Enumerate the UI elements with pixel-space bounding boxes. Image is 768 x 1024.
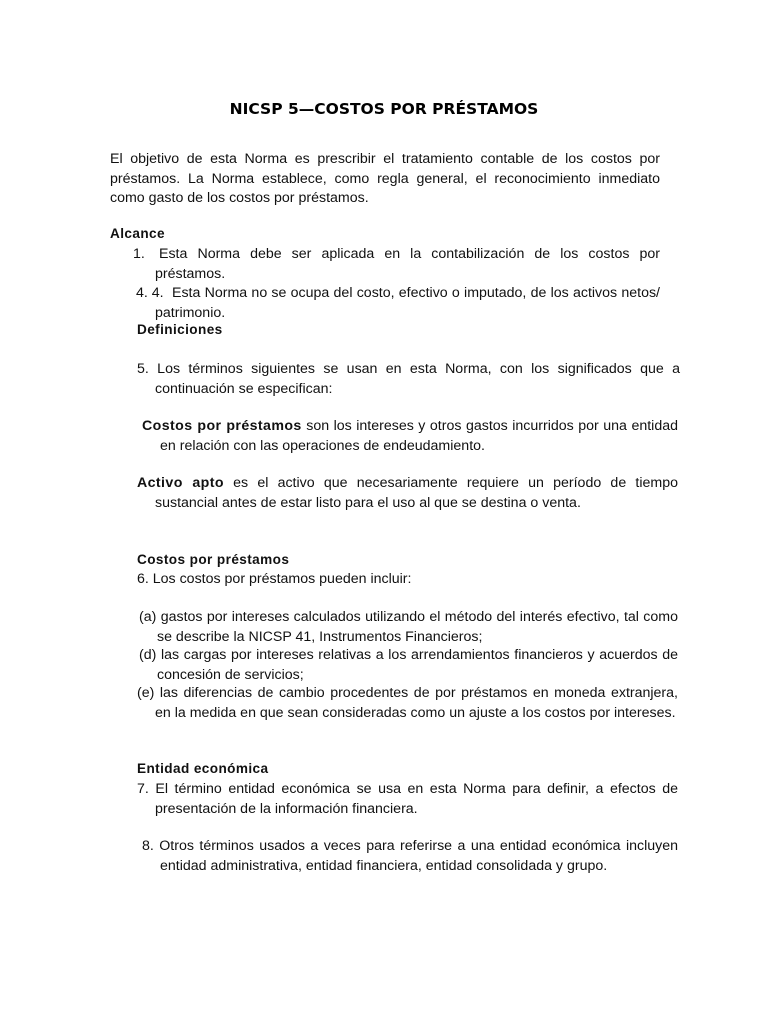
paragraph-8: 8. Otros términos usados a veces para referirse a una entidad económica incluyen entidad administrativa, entidad financiera, entidad consolidada y grupo. [142, 838, 678, 874]
alcance-item-1-text: Esta Norma debe ser aplicada en la contabilización de los costos por préstamos. [155, 246, 660, 282]
costos-heading: Costos por préstamos [137, 552, 290, 567]
costos-item-a: (a) gastos por intereses calculados utilizando el método del interés efectivo, tal como se describe la NICSP 41, Instrumentos Financieros; [139, 609, 678, 645]
definition-activo-apto [137, 474, 678, 513]
definition-activo-text: es el activo que necesariamente requiere un período de tiempo sustancial antes de estar listo para el uso al que se destina o venta. [155, 475, 679, 511]
costos-item-d: (d) las cargas por intereses relativas a los arrendamientos financieros y acuerdos de concesión de servicios; [139, 647, 678, 683]
definition-costos [142, 417, 678, 456]
alcance-item-2-number: 4. 4. [136, 285, 164, 301]
page-title: NICSP 5—COSTOS POR PRÉSTAMOS [229, 100, 539, 118]
paragraph-5: 5. Los términos siguientes se usan en esta Norma, con los significados que a continuación se especifican: [137, 361, 680, 397]
alcance-item-1-number: 1. [133, 246, 145, 262]
alcance-item-2-text: Esta Norma no se ocupa del costo, efectivo o imputado, de los activos netos/ patrimonio. [155, 285, 660, 321]
paragraph-6: 6. Los costos por préstamos pueden incluir: [137, 571, 412, 587]
intro-paragraph: El objetivo de esta Norma es prescribir el tratamiento contable de los costos por préstamos. La Norma establece, como regla general, el reconocimiento inmediato como gasto de los costos por préstamos. [110, 151, 660, 206]
definiciones-heading: Definiciones [137, 322, 223, 337]
definition-activo-term: Activo apto [137, 475, 224, 491]
entidad-heading: Entidad económica [137, 761, 269, 776]
definition-costos-text: son los intereses y otros gastos incurridos por una entidad en relación con las operaciones de endeudamiento. [160, 418, 678, 454]
definition-costos-term: Costos por préstamos [142, 418, 302, 434]
alcance-heading: Alcance [110, 226, 165, 241]
paragraph-7: 7. El término entidad económica se usa en esta Norma para definir, a efectos de presentación de la información financiera. [137, 781, 678, 817]
costos-item-e: (e) las diferencias de cambio procedentes de por préstamos en moneda extranjera, en la medida en que sean consideradas como un ajuste a los costos por intereses. [137, 685, 678, 721]
